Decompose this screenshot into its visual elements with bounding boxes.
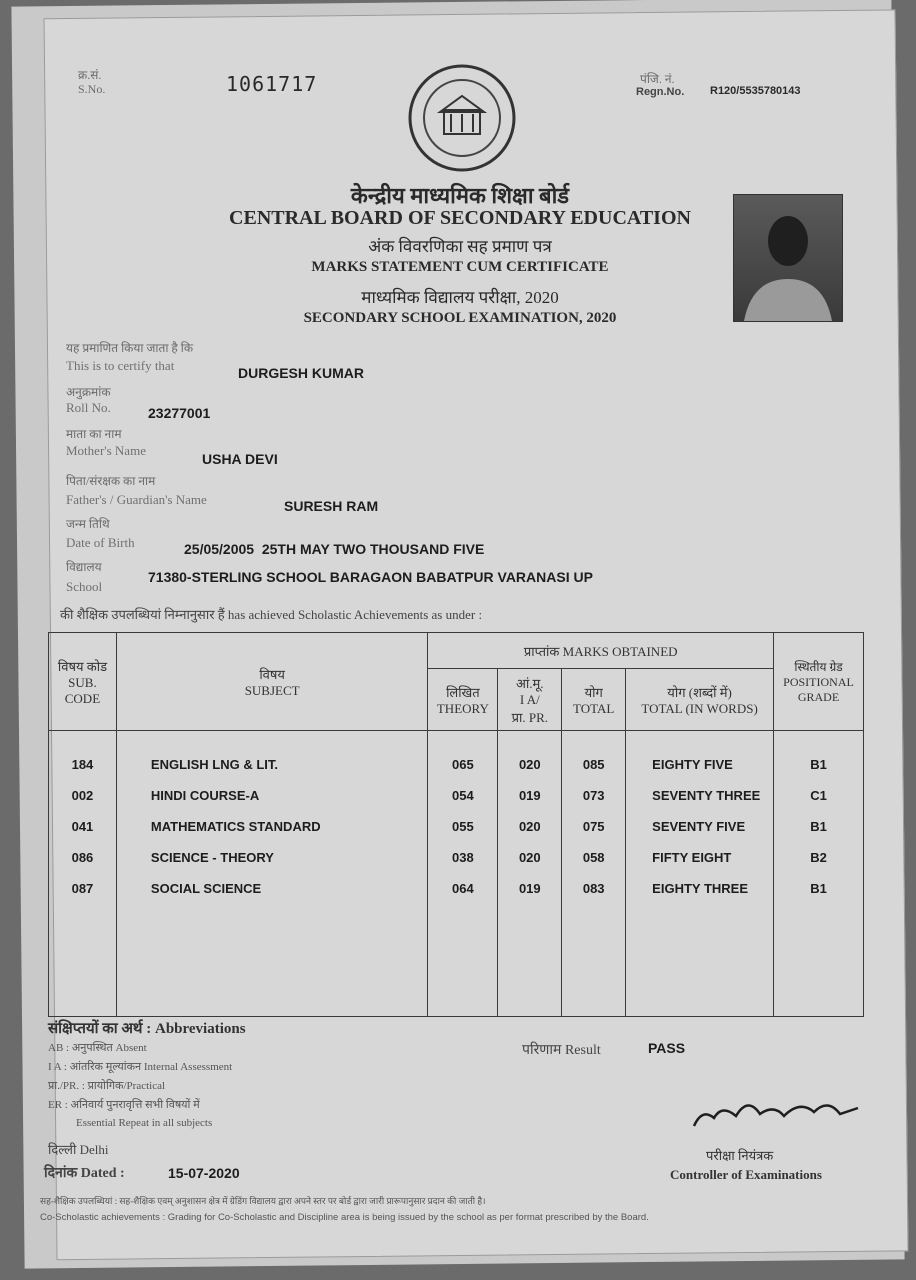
ia-marks: 020	[498, 842, 562, 873]
table-row	[49, 749, 864, 780]
total-in-words: EIGHTY THREE	[626, 873, 774, 904]
controller-english: Controller of Examinations	[670, 1167, 822, 1182]
sub-code: 184	[49, 749, 117, 780]
serial-number: 1061717	[226, 72, 318, 96]
header-pr-english: प्रा. PR.	[511, 709, 548, 725]
subject-name: MATHEMATICS STANDARD	[116, 811, 427, 842]
footer-hindi: सह-शैक्षिक उपलब्धियां : सह-शैक्षिक एवम् अनुशासन क्षेत्र में ग्रेडिंग विद्यालय द्वारा अपने स्तर पर बोर्ड द्वारा जारी प्रारूपानुसार प्रदान की जाती है।	[40, 1196, 486, 1206]
theory-marks: 064	[428, 873, 498, 904]
school-label-hindi: विद्यालय	[66, 560, 102, 574]
theory-marks: 055	[428, 811, 498, 842]
abbreviations-title: संक्षिप्तयों का अर्थ : Abbreviations	[48, 1021, 246, 1037]
exam-title-hindi: माध्यमिक विद्यालय परीक्षा, 2020	[361, 288, 559, 307]
board-title-hindi: केन्द्रीय माध्यमिक शिक्षा बोर्ड	[350, 183, 570, 208]
table-row	[49, 780, 864, 811]
sub-code: 087	[49, 873, 117, 904]
sub-code: 002	[49, 780, 117, 811]
table-row	[49, 842, 864, 873]
dated-label: दिनांक Dated :	[44, 1166, 125, 1181]
ia-marks: 020	[498, 749, 562, 780]
document-title-hindi: अंक विवरणिका सह प्रमाण पत्र	[368, 237, 552, 256]
school-label: School	[66, 579, 103, 594]
theory-marks: 065	[428, 749, 498, 780]
sub-code: 086	[49, 842, 117, 873]
header-theory-hindi: लिखित	[446, 684, 480, 700]
header-sub-code-hindi: विषय कोड	[57, 658, 108, 674]
header-marks-obtained-hindi: प्राप्तांक	[523, 643, 560, 659]
grade: B1	[774, 873, 864, 904]
subject-name: SOCIAL SCIENCE	[116, 873, 427, 904]
total-in-words: SEVENTY FIVE	[626, 811, 774, 842]
header-subject-english: SUBJECT	[244, 682, 300, 698]
header-words-hindi: योग (शब्दों में)	[667, 684, 732, 700]
result-label-hindi: परिणाम	[522, 1043, 562, 1058]
theory-marks: 054	[428, 780, 498, 811]
board-title-english: CENTRAL BOARD OF SECONDARY EDUCATION	[229, 207, 691, 229]
abbrev-internal-assessment: I A : आंतरिक मूल्यांकन Internal Assessment	[48, 1061, 233, 1073]
registration-label-english: Regn.No.	[636, 86, 685, 98]
dated-value: 15-07-2020	[168, 1165, 240, 1181]
abbrev-absent: AB : अनुपस्थित Absent	[48, 1042, 147, 1054]
roll-label-hindi: अनुक्रमांक	[66, 385, 111, 399]
achievements-intro	[60, 605, 482, 623]
place-english: Delhi	[79, 1142, 109, 1157]
student-name: DURGESH KUMAR	[238, 365, 364, 381]
abbrev-practical: प्रा./PR. : प्रायोगिक/Practical	[48, 1080, 166, 1092]
ia-marks: 019	[498, 873, 562, 904]
total-marks: 083	[562, 873, 626, 904]
ia-marks: 020	[498, 811, 562, 842]
total-in-words: FIFTY EIGHT	[626, 842, 774, 873]
total-marks: 073	[562, 780, 626, 811]
footer-english: Co-Scholastic achievements : Grading for Co-Scholastic and Discipline area is being issued by the school as per format prescribed by the Board.	[40, 1212, 649, 1223]
header-sub-code-english: SUB. CODE	[64, 674, 101, 706]
father-label: Father's / Guardian's Name	[66, 492, 207, 507]
header-total-hindi: योग	[584, 684, 603, 700]
father-label-hindi: पिता/संरक्षक का नाम	[66, 474, 156, 488]
abbrev-essential-repeat-english: Essential Repeat in all subjects	[76, 1117, 213, 1129]
header-grade-english: POSITIONAL GRADE	[783, 675, 854, 704]
place	[48, 1140, 108, 1158]
header-words-english: TOTAL (IN WORDS)	[641, 700, 758, 716]
result-value: PASS	[648, 1040, 686, 1056]
header-ia-english: I A/	[519, 691, 540, 707]
signature-icon	[688, 1090, 868, 1140]
subject-name: HINDI COURSE-A	[116, 780, 427, 811]
mother-name: USHA DEVI	[202, 451, 278, 467]
header-marks-obtained-english: MARKS OBTAINED	[562, 643, 678, 659]
subject-name: SCIENCE - THEORY	[116, 842, 427, 873]
header-theory-english: THEORY	[436, 700, 489, 716]
total-in-words: SEVENTY THREE	[626, 780, 774, 811]
header-subject	[116, 633, 427, 731]
header-sub-code	[49, 633, 117, 731]
certify-label-hindi: यह प्रमाणित किया जाता है कि	[66, 341, 194, 355]
header-ia-pr	[498, 669, 562, 731]
grade: B1	[774, 749, 864, 780]
header-subject-hindi: विषय	[259, 666, 285, 682]
header-marks-obtained	[428, 633, 774, 669]
date-of-birth: 25/05/2005 25TH MAY TWO THOUSAND FIVE	[184, 541, 485, 557]
roll-number: 23277001	[148, 405, 211, 421]
subject-name: ENGLISH LNG & LIT.	[116, 749, 427, 780]
grade: B1	[774, 811, 864, 842]
table-row	[49, 873, 864, 904]
cbse-seal-icon	[406, 62, 518, 174]
header-total-english: TOTAL	[573, 700, 615, 716]
place-hindi: दिल्ली	[48, 1142, 77, 1157]
dob-label: Date of Birth	[66, 535, 135, 550]
mother-label: Mother's Name	[66, 443, 146, 458]
header-total-words	[626, 669, 774, 731]
result-label-english: Result	[564, 1043, 601, 1058]
serial-label-english: S.No.	[78, 82, 106, 96]
roll-label: Roll No.	[66, 400, 111, 415]
serial-label-hindi: क्र.सं.	[78, 68, 102, 82]
header-total	[562, 669, 626, 731]
header-grade-hindi: स्थितीय ग्रेड	[794, 660, 843, 674]
header-positional-grade	[774, 633, 864, 731]
total-marks: 058	[562, 842, 626, 873]
total-marks: 075	[562, 811, 626, 842]
header-ia-hindi: आं.मू.	[516, 675, 544, 691]
table-row	[49, 811, 864, 842]
total-in-words: EIGHTY FIVE	[626, 749, 774, 780]
dob-label-hindi: जन्म तिथि	[66, 517, 110, 531]
certify-label: This is to certify that	[66, 358, 175, 373]
document-title-english: MARKS STATEMENT CUM CERTIFICATE	[311, 259, 609, 275]
grade: B2	[774, 842, 864, 873]
theory-marks: 038	[428, 842, 498, 873]
achievements-intro-english: has achieved Scholastic Achievements as under :	[227, 607, 483, 622]
result-label	[522, 1040, 601, 1059]
header-theory	[428, 669, 498, 731]
student-photo	[733, 194, 843, 322]
total-marks: 085	[562, 749, 626, 780]
ia-marks: 019	[498, 780, 562, 811]
sub-code: 041	[49, 811, 117, 842]
achievements-intro-hindi: की शैक्षिक उपलब्धियां निम्नानुसार हैं	[60, 607, 225, 622]
exam-title-english: SECONDARY SCHOOL EXAMINATION, 2020	[303, 310, 617, 326]
school-name: 71380-STERLING SCHOOL BARAGAON BABATPUR VARANASI UP	[148, 569, 593, 585]
registration-number: R120/5535780143	[710, 85, 801, 97]
mother-label-hindi: माता का नाम	[66, 427, 122, 441]
abbrev-essential-repeat: ER : अनिवार्य पुनरावृत्ति सभी विषयों में	[48, 1099, 200, 1111]
marks-table	[48, 632, 864, 1017]
registration-label-hindi: पंजि. नं.	[640, 72, 675, 86]
father-name: SURESH RAM	[284, 498, 379, 514]
controller-hindi: परीक्षा नियंत्रक	[706, 1148, 774, 1163]
grade: C1	[774, 780, 864, 811]
